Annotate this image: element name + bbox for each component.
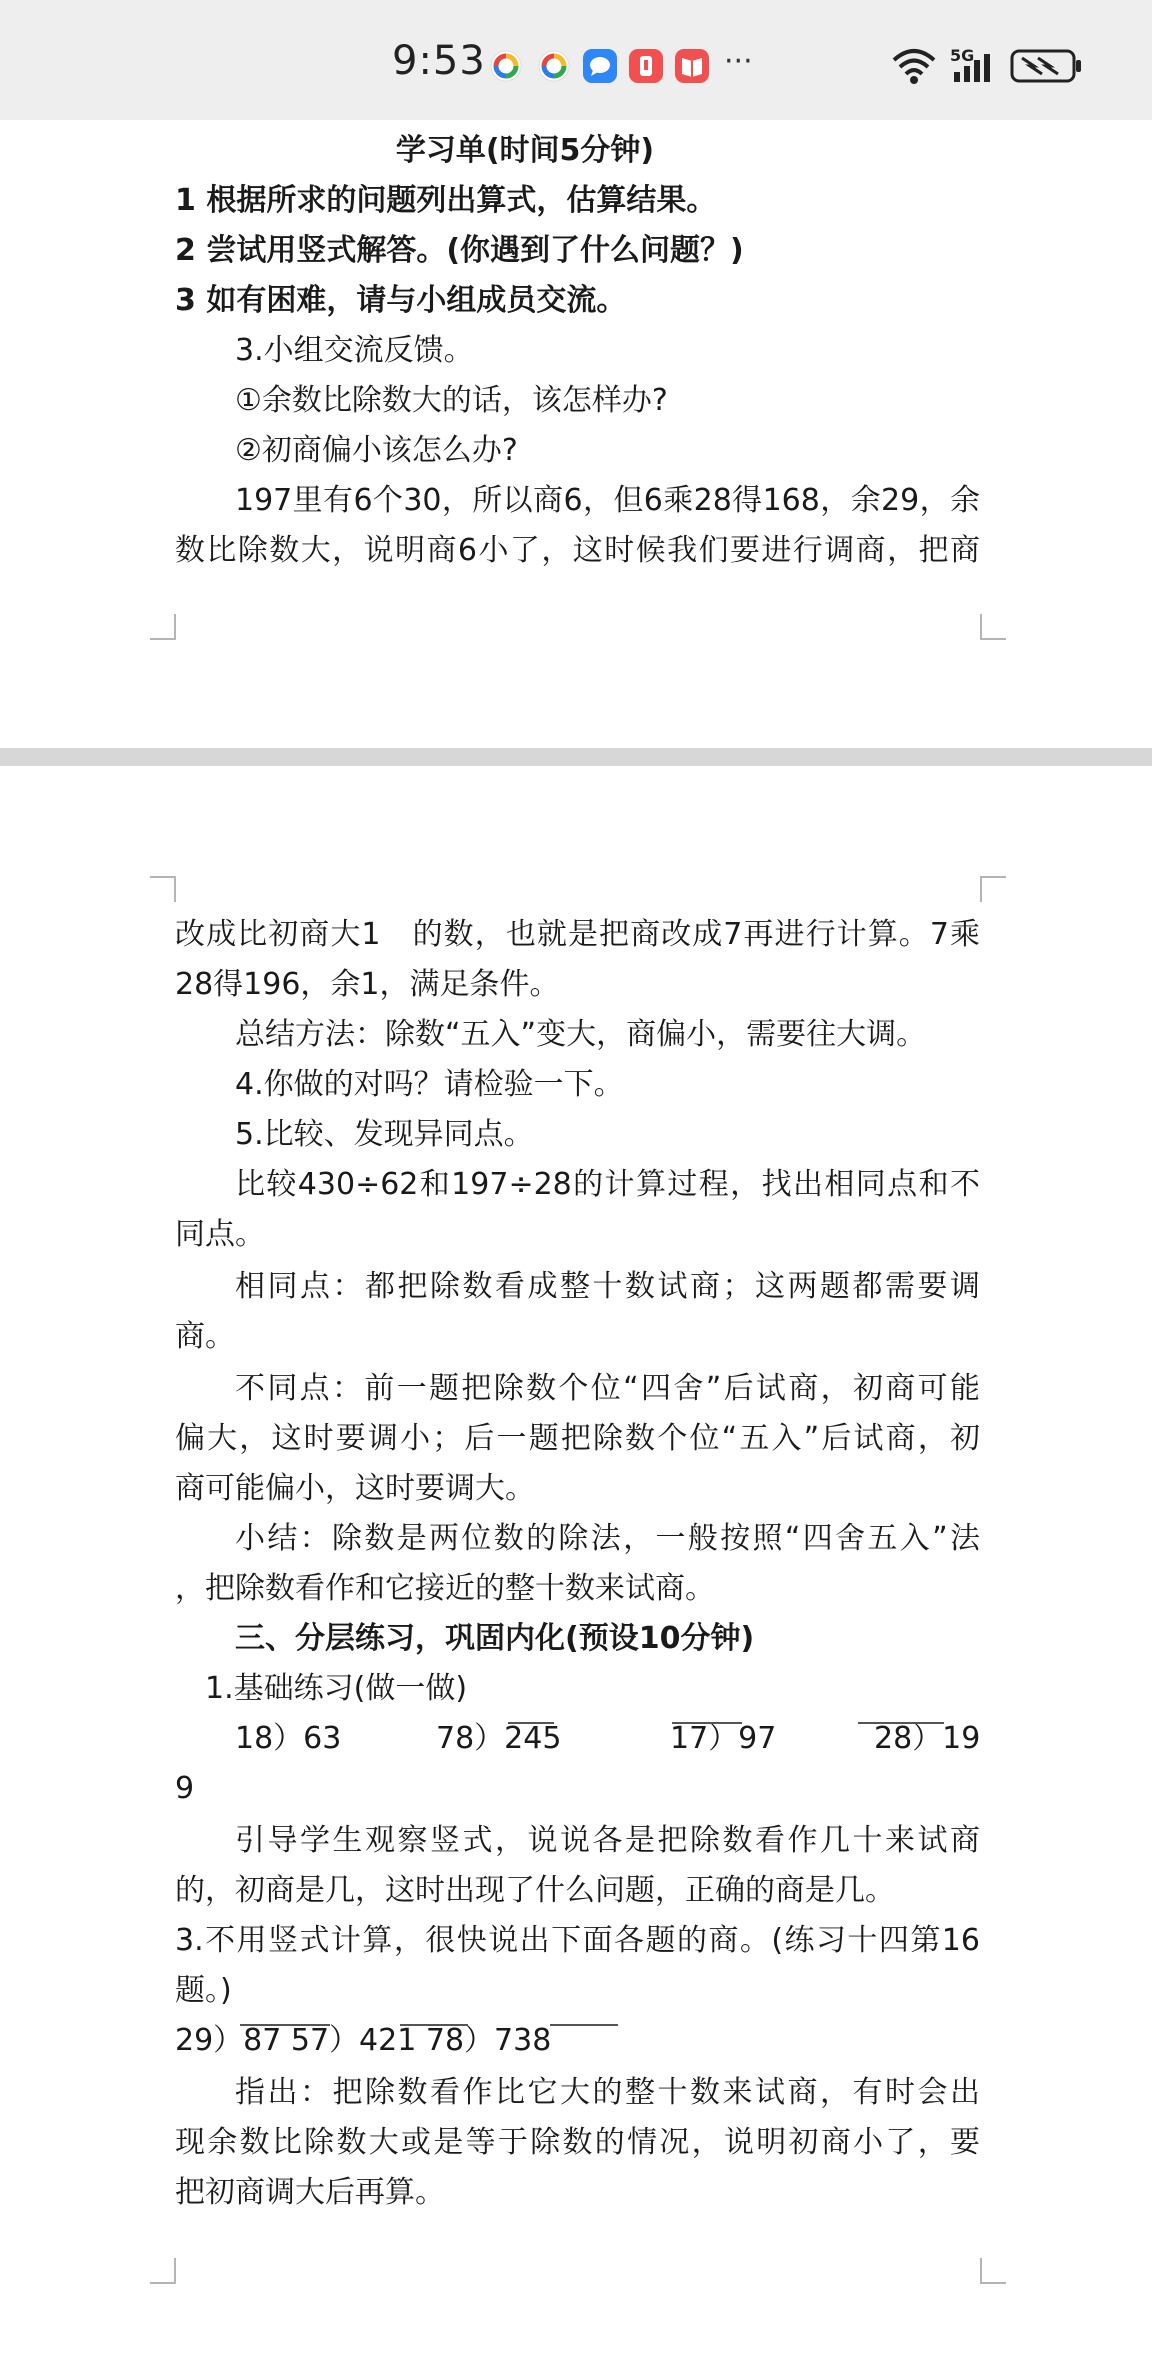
paragraph-line: 改成比初商大1 的数，也就是把商改成7再进行计算。7乘 <box>175 917 980 952</box>
paragraph-line: 把初商调大后再算。 <box>175 2175 445 2210</box>
page-corner-mark <box>980 614 1006 640</box>
paragraph-line: 现余数比除数大或是等于除数的情况，说明初商小了，要 <box>175 2125 980 2160</box>
question-2: ②初商偏小该怎么办? <box>235 433 518 468</box>
step-1: 1 根据所求的问题列出算式，估算结果。 <box>175 183 717 218</box>
paragraph-line: 偏大，这时要调小；后一题把除数个位“五入”后试商，初 <box>175 1421 980 1456</box>
page-corner-mark <box>150 876 176 902</box>
notification-icon <box>628 48 664 84</box>
paragraph-line: 商。 <box>175 1319 235 1354</box>
step-2: 2 尝试用竖式解答。(你遇到了什么问题？) <box>175 233 744 268</box>
division-exercise: 28）19 <box>874 1721 981 1756</box>
basic-practice-heading: 1.基础练习(做一做) <box>205 1671 468 1706</box>
division-bar <box>672 1722 742 1724</box>
paragraph-line: 指出：把除数看作比它大的整十数来试商，有时会出 <box>235 2075 980 2110</box>
status-bar <box>0 0 1152 120</box>
page-title: 学习单(时间5分钟) <box>395 133 655 168</box>
paragraph-line: 数比除数大，说明商6小了，这时候我们要进行调商，把商 <box>175 533 980 568</box>
paragraph-line: 不同点：前一题把除数个位“四舍”后试商，初商可能 <box>235 1371 980 1406</box>
browser-icon <box>488 48 524 84</box>
division-exercise-row: 29）87 57）421 78）738 <box>175 2023 552 2058</box>
page-separator <box>0 748 1152 766</box>
exercise-wrap: 9 <box>175 1771 195 1806</box>
paragraph-line: 的，初商是几，这时出现了什么问题，正确的商是几。 <box>175 1873 895 1908</box>
division-exercise: 17）97 <box>670 1721 777 1756</box>
paragraph-line: 题。) <box>175 1973 232 2008</box>
more-notifications-icon: ··· <box>724 44 753 79</box>
division-bar <box>508 1722 554 1724</box>
paragraph-line: 197里有6个30，所以商6，但6乘28得168，余29，余 <box>235 483 980 518</box>
network-type: 5G <box>950 46 975 65</box>
division-exercise: 18）63 <box>235 1721 342 1756</box>
paragraph-line: 商可能偏小，这时要调大。 <box>175 1471 535 1506</box>
page-corner-mark <box>150 2258 176 2284</box>
paragraph-line: 小结：除数是两位数的除法，一般按照“四舍五入”法 <box>235 1521 980 1556</box>
section-heading: 三、分层练习，巩固内化(预设10分钟) <box>235 1621 755 1656</box>
division-bar <box>858 1722 944 1724</box>
division-exercise: 78）245 <box>436 1721 562 1756</box>
paragraph-line: 相同点：都把除数看成整十数试商；这两题都需要调 <box>235 1269 980 1304</box>
paragraph-line: 同点。 <box>175 1217 265 1252</box>
page-corner-mark <box>980 876 1006 902</box>
paragraph-line: 28得196，余1，满足条件。 <box>175 967 560 1002</box>
check-heading: 4.你做的对吗？请检验一下。 <box>235 1067 624 1102</box>
browser-icon <box>536 48 572 84</box>
step-3: 3 如有困难，请与小组成员交流。 <box>175 283 627 318</box>
division-bar <box>400 2024 468 2026</box>
page-corner-mark <box>980 2258 1006 2284</box>
compare-heading: 5.比较、发现异同点。 <box>235 1117 534 1152</box>
notification-icon <box>674 48 710 84</box>
division-bar <box>240 2024 330 2026</box>
question-1: ①余数比除数大的话，该怎样办? <box>235 383 668 418</box>
clock: 9:53 <box>392 38 486 84</box>
paragraph-line: 3.不用竖式计算，很快说出下面各题的商。(练习十四第16 <box>175 1923 980 1958</box>
signal-icon <box>950 50 1000 84</box>
page-corner-mark <box>150 614 176 640</box>
wifi-icon <box>890 46 938 86</box>
paragraph-line: ，把除数看作和它接近的整十数来试商。 <box>175 1571 715 1606</box>
summary-method: 总结方法：除数“五入”变大，商偏小，需要往大调。 <box>235 1017 927 1052</box>
battery-icon <box>1010 48 1084 84</box>
paragraph-line: 引导学生观察竖式，说说各是把除数看作几十来试商 <box>235 1823 980 1858</box>
chat-icon <box>582 48 618 84</box>
group-feedback-heading: 3.小组交流反馈。 <box>235 333 474 368</box>
paragraph-line: 比较430÷62和197÷28的计算过程，找出相同点和不 <box>235 1167 980 1202</box>
division-bar <box>550 2024 618 2026</box>
